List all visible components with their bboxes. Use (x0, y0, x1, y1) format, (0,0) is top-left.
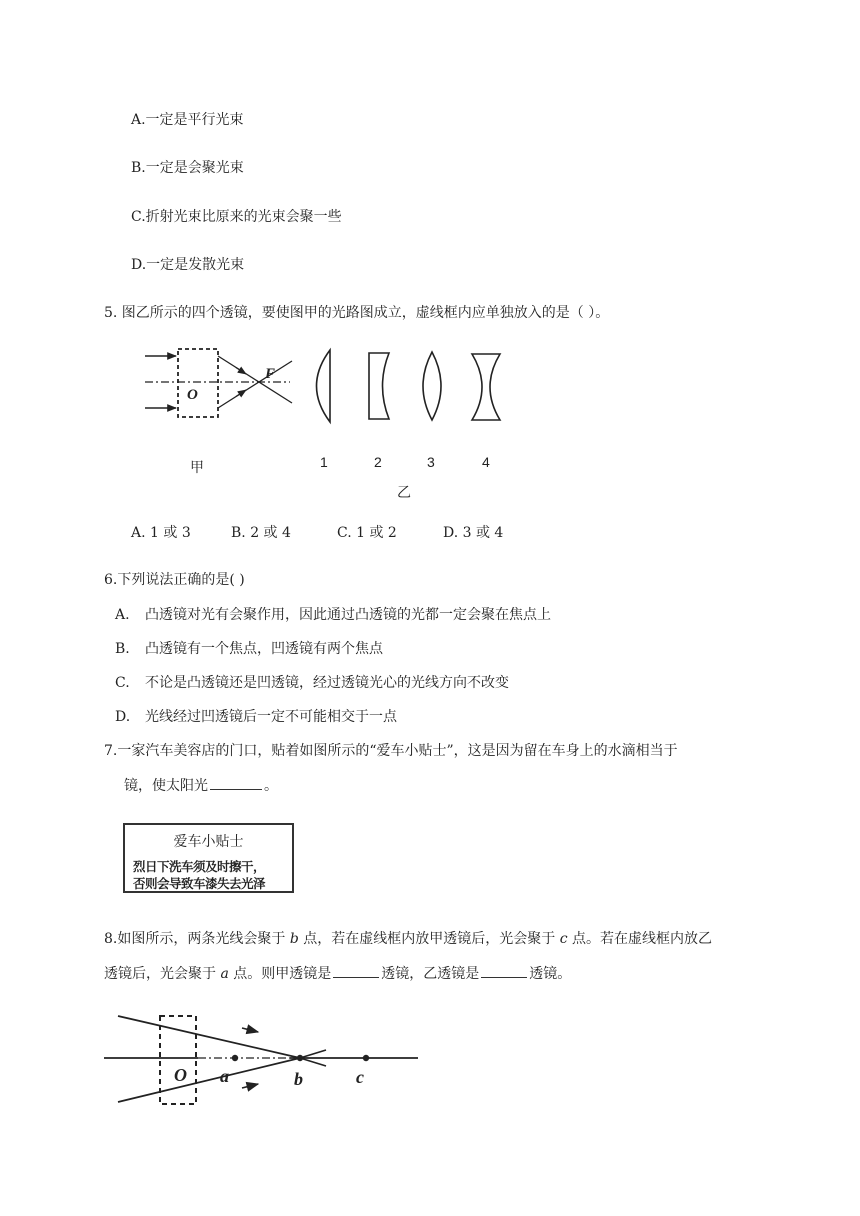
label-yi: 乙 (397, 485, 411, 501)
q8-line2 (104, 965, 571, 983)
car-tip-line2: 否则会导致车漆失去光泽 (133, 876, 266, 891)
q6-option-b-letter: B. (115, 641, 130, 657)
q4-option-a: A.一定是平行光束 (131, 112, 244, 128)
dashed-box (178, 349, 218, 417)
q8-point-c: c (559, 931, 568, 947)
q6-option-d-letter: D. (115, 709, 131, 725)
q8-point-a: a (220, 966, 229, 982)
lens-4 (472, 354, 500, 420)
q5-option-b: B. 2 或 4 (231, 525, 291, 541)
q8-point-b-dot (297, 1055, 303, 1061)
q8-label-c: c (356, 1067, 364, 1087)
q8-line2-c: 透镜，乙透镜是 (381, 966, 480, 982)
lens-1 (317, 350, 331, 422)
q6-option-c-text: 不论是凸透镜还是凹透镜，经过透镜光心的光线方向不改变 (145, 675, 509, 691)
q6-option-d-text: 光线经过凹透镜后一定不可能相交于一点 (145, 709, 397, 725)
q8-ray-bottom (118, 1058, 300, 1102)
q7-line2-b: 。 (264, 778, 278, 794)
label-O: O (187, 387, 198, 403)
label-jia: 甲 (190, 460, 204, 476)
car-tip-line1: 烈日下洗车须及时擦干， (133, 859, 266, 874)
q7-line2 (124, 777, 278, 795)
q4-option-c: C.折射光束比原来的光束会聚一些 (131, 209, 342, 225)
q7-line1: 7.一家汽车美容店的门口，贴着如图所示的“爱车小贴士”，这是因为留在车身上的水滴相当于 (104, 743, 678, 759)
q6-option-a-letter: A. (115, 607, 130, 623)
q4-option-d: D.一定是发散光束 (131, 257, 245, 273)
car-tip-title: 爱车小贴士 (173, 834, 244, 850)
q4-option-b: B.一定是会聚光束 (131, 160, 244, 176)
lens-3 (423, 352, 441, 420)
q8-line2-d: 透镜。 (529, 966, 572, 982)
q6-option-c-letter: C. (115, 675, 130, 691)
q8-line2-a: 透镜后，光会聚于 (104, 966, 221, 982)
q8-line1-c: 点。若在虚线框内放乙 (567, 931, 712, 947)
figure-yi (317, 350, 501, 422)
q8-line1 (104, 930, 712, 948)
q5-stem: 5. 图乙所示的四个透镜，要使图甲的光路图成立，虚线框内应单独放入的是（ ）。 (104, 305, 610, 321)
q8-blank-1[interactable] (333, 965, 379, 978)
lens-number-1: 1 (320, 454, 328, 470)
q8-point-b: b (289, 931, 299, 947)
q6-stem: 6.下列说法正确的是( ) (104, 572, 245, 588)
label-F: F (265, 366, 276, 382)
q5-option-d: D. 3 或 4 (443, 525, 504, 541)
lens-2 (369, 353, 389, 419)
q7-line2-a: 镜，使太阳光 (124, 778, 208, 794)
q8-dashed-box (160, 1016, 196, 1104)
q8-line1-a: 8.如图所示，两条光线会聚于 (104, 931, 290, 947)
lens-number-2: 2 (374, 454, 382, 470)
lens-number-3: 3 (427, 454, 435, 470)
car-tip-sign (123, 823, 294, 893)
refracted-ray-top (218, 356, 292, 403)
q6-option-b-text: 凸透镜有一个焦点，凹透镜有两个焦点 (145, 641, 383, 657)
q8-line1-b: 点，若在虚线框内放甲透镜后，光会聚于 (298, 931, 560, 947)
q8-point-a-dot (232, 1055, 238, 1061)
q8-point-c-dot (363, 1055, 369, 1061)
q7-answer-blank[interactable] (210, 777, 262, 790)
refracted-ray-bottom (218, 361, 292, 408)
q8-ray-top (118, 1016, 300, 1058)
lens-number-4: 4 (482, 454, 490, 470)
q8-line2-b: 点。则甲透镜是 (228, 966, 332, 982)
q8-label-O: O (174, 1065, 187, 1085)
q8-blank-2[interactable] (481, 965, 527, 978)
q5-option-a: A. 1 或 3 (131, 525, 191, 541)
q6-option-a-text: 凸透镜对光有会聚作用，因此通过凸透镜的光都一定会聚在焦点上 (145, 607, 551, 623)
q5-option-c: C. 1 或 2 (337, 525, 397, 541)
figure-jia (145, 349, 292, 417)
q8-label-a: a (220, 1066, 229, 1086)
q8-label-b: b (294, 1069, 303, 1089)
